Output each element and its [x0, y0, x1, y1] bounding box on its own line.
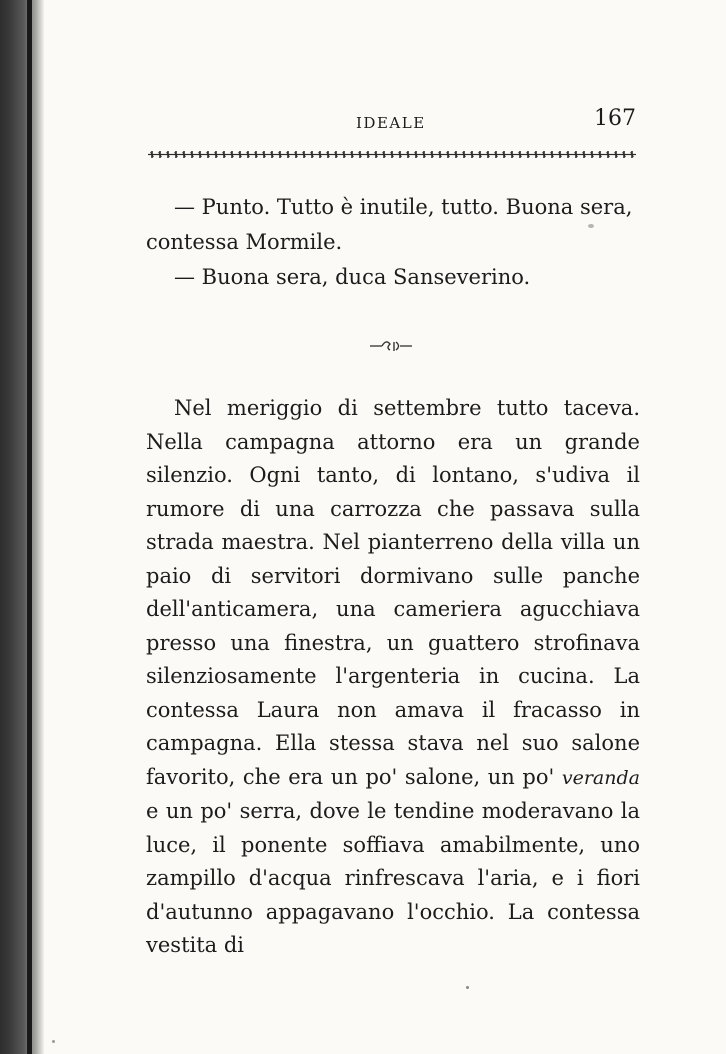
paper-speck: [588, 224, 594, 228]
paragraph-text-part: Nel meriggio di settembre tutto taceva. Nella campagna attorno era un grande silenzio. Ogni tanto, di lontano, s'udiva il rumore di una carrozza che passava sulla strada maestra. Nel pianterreno della villa un paio di servitori dormivano sulle panche dell'anticamera, una cameriera agucchiava presso una finestra, un guattero strofinava silenziosamente l'argenteria in cucina. La contessa Laura non amava il fracasso in campagna. Ella stessa stava nel suo salone favorito, che era un po' salone, un po': [146, 396, 640, 789]
main-paragraph: [146, 392, 640, 963]
paper-speck: [466, 986, 469, 989]
dialogue-line: — Buona sera, duca Sanseverino.: [174, 265, 531, 289]
page-header: [146, 104, 636, 138]
paragraph-text-part: e un po' serra, dove le tendine moderavano la luce, il ponente soffiava amabilmente, uno zampillo d'acqua rinfrescava l'aria, e i fiori d'autunno appagavano l'occhio. La contessa vestita di: [146, 799, 640, 957]
decorative-rule-icon: [148, 150, 636, 159]
book-spine-shadow: [0, 0, 44, 1054]
page-number: 167: [594, 106, 636, 131]
paragraph-text: [146, 392, 640, 963]
running-title: IDEALE: [356, 114, 426, 132]
dialogue-block: [146, 190, 640, 295]
italic-word: veranda: [561, 766, 640, 789]
paper-speck: [52, 1040, 55, 1043]
dialogue-line: — Punto. Tutto è inutile, tutto. Buona sera, contessa Mormile.: [146, 195, 633, 254]
fleuron-ornament-icon: [368, 336, 414, 356]
book-gutter-edge: [27, 0, 32, 1054]
